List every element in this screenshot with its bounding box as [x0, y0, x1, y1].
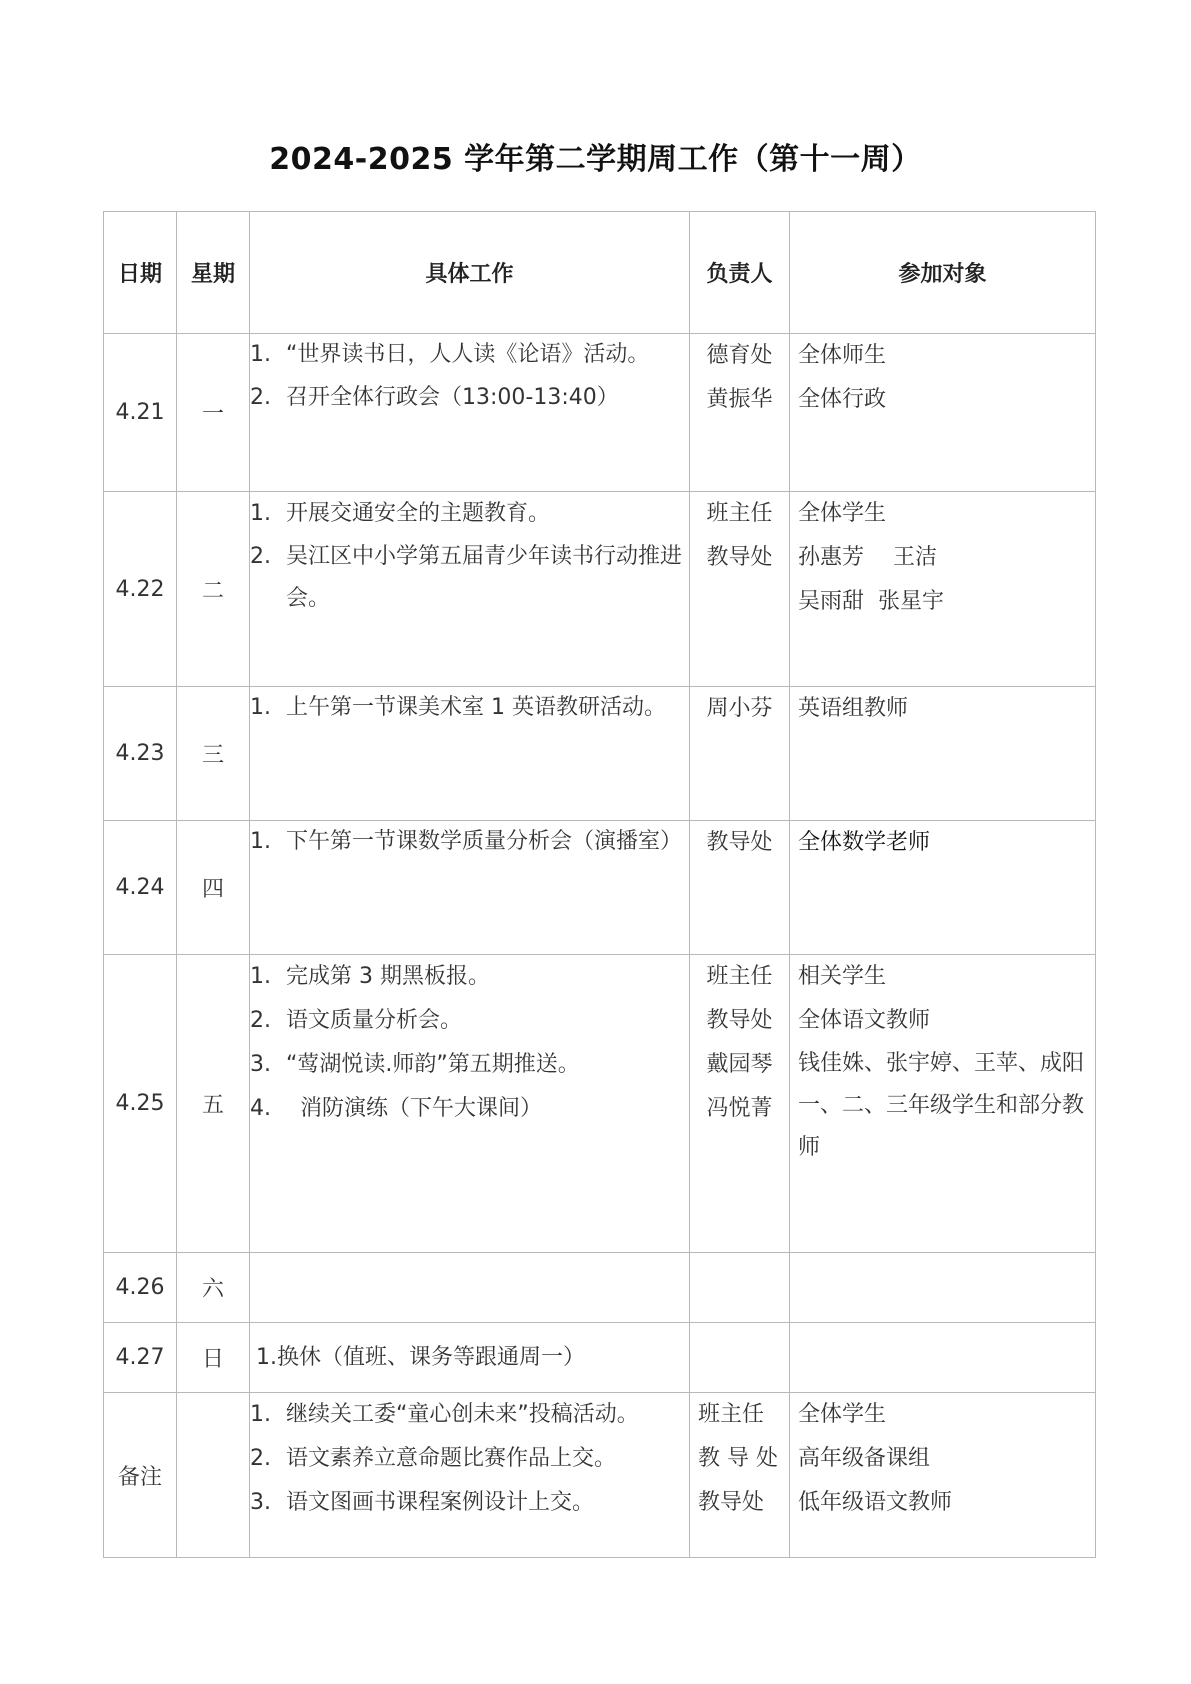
task-item: 1. “世界读书日，人人读《论语》活动。 — [250, 342, 650, 367]
row-tasks — [250, 687, 690, 821]
row-tasks — [250, 492, 690, 687]
table-row — [104, 955, 1096, 1253]
row-day: 二 — [177, 492, 250, 687]
row-owners: 班主任 教 导 处 教导处 — [690, 1393, 790, 1558]
row-targets: 全体学生 孙惠芳 王洁 吴雨甜 张星宇 — [790, 492, 1096, 687]
row-targets: 全体数学老师 — [790, 821, 1096, 955]
header-row — [104, 212, 1096, 334]
table-row — [104, 687, 1096, 821]
row-day: 六 — [177, 1253, 250, 1323]
task-item: 4. 消防演练（下午大课间） — [250, 1096, 542, 1121]
row-tasks — [250, 1253, 690, 1323]
row-owners: 教导处 — [690, 821, 790, 955]
row-targets — [790, 1253, 1096, 1323]
table-row — [104, 1253, 1096, 1323]
table-row — [104, 821, 1096, 955]
page-title: 2024-2025 学年第二学期周工作（第十一周） — [269, 142, 922, 177]
row-owners: 班主任 教导处 戴园琴 冯悦菁 — [690, 955, 790, 1253]
task-item: 2. 语文质量分析会。 — [250, 1008, 463, 1033]
row-day: 一 — [177, 334, 250, 492]
row-date: 备注 — [104, 1393, 177, 1558]
row-date: 4.21 — [104, 334, 177, 492]
row-owners: 德育处 黄振华 — [690, 334, 790, 492]
row-targets: 英语组教师 — [790, 687, 1096, 821]
row-owners: 周小芬 — [690, 687, 790, 821]
task-item: 1. 下午第一节课数学质量分析会（演播室） — [250, 829, 683, 854]
task-item: 3. 语文图画书课程案例设计上交。 — [250, 1490, 595, 1515]
table-row — [104, 492, 1096, 687]
header-target: 参加对象 — [790, 212, 1096, 334]
header-day: 星期 — [177, 212, 250, 334]
row-date: 4.24 — [104, 821, 177, 955]
row-tasks — [250, 955, 690, 1253]
table-row — [104, 1323, 1096, 1393]
table-row — [104, 334, 1096, 492]
row-date: 4.23 — [104, 687, 177, 821]
row-day: 四 — [177, 821, 250, 955]
task-item: 2. 吴江区中小学第五届青少年读书行动推进会。 — [250, 544, 683, 611]
task-item: 3. “莺湖悦读.师韵”第五期推送。 — [250, 1052, 580, 1077]
row-date: 4.22 — [104, 492, 177, 687]
row-owners: 班主任 教导处 — [690, 492, 790, 687]
header-owner: 负责人 — [690, 212, 790, 334]
row-day: 三 — [177, 687, 250, 821]
row-date: 4.26 — [104, 1253, 177, 1323]
row-owners — [690, 1323, 790, 1393]
row-day: 五 — [177, 955, 250, 1253]
header-date: 日期 — [104, 212, 177, 334]
task-item: 2. 召开全体行政会（13:00-13:40） — [250, 385, 619, 410]
row-owners — [690, 1253, 790, 1323]
task-item: 1. 上午第一节课美术室 1 英语教研活动。 — [250, 695, 666, 720]
weekly-schedule-table — [103, 211, 1096, 1558]
row-tasks: 1.换休（值班、课务等跟通周一） — [250, 1323, 690, 1393]
row-tasks — [250, 334, 690, 492]
row-tasks — [250, 821, 690, 955]
header-task: 具体工作 — [250, 212, 690, 334]
row-day — [177, 1393, 250, 1558]
row-tasks — [250, 1393, 690, 1558]
task-item: 2. 语文素养立意命题比赛作品上交。 — [250, 1446, 617, 1471]
row-targets: 全体学生 高年级备课组 低年级语文教师 — [790, 1393, 1096, 1558]
row-targets: 相关学生 全体语文教师 钱佳姝、张宇婷、王苹、成阳 一、二、三年级学生和部分教师 — [790, 955, 1096, 1253]
row-targets — [790, 1323, 1096, 1393]
row-date: 4.25 — [104, 955, 177, 1253]
task-item: 1. 开展交通安全的主题教育。 — [250, 501, 551, 526]
row-date: 4.27 — [104, 1323, 177, 1393]
row-targets: 全体师生 全体行政 — [790, 334, 1096, 492]
task-item: 1. 完成第 3 期黑板报。 — [250, 964, 490, 989]
task-item: 1. 继续关工委“童心创未来”投稿活动。 — [250, 1402, 639, 1427]
row-day: 日 — [177, 1323, 250, 1393]
table-row-notes — [104, 1393, 1096, 1558]
